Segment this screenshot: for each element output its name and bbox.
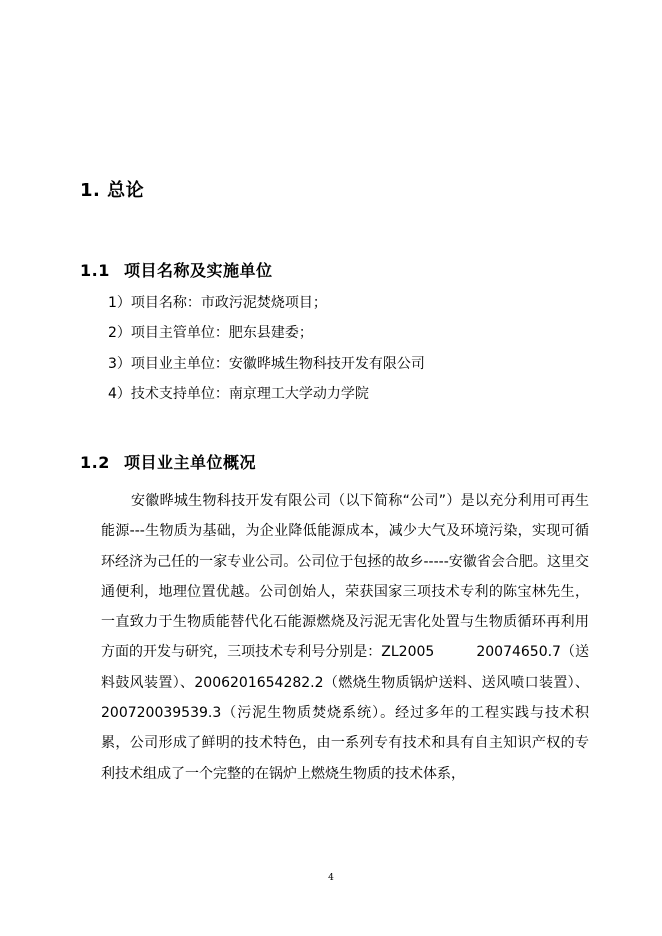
chapter-heading: 1. 总论 [80,180,145,201]
list-item: 3）项目业主单位：安徽晔城生物科技开发有限公司 [108,356,425,372]
section-heading-1-2 [80,450,256,473]
section-number: 1.2 [80,453,110,472]
page-number: 4 [328,873,334,883]
section-number: 1.1 [80,261,110,280]
body-paragraph: 安徽晔城生物科技开发有限公司（以下简称“公司”）是以充分利用可再生能源---生物质为基础，为企业降低能源成本，减少大气及环境污染，实现可循环经济为己任的一家专业公司。公司位于包拯的故乡-----安徽省会合肥。这里交通便利，地理位置优越。公司创始人，荣获国家三项技术专利的陈宝林先生，一直致力于生物质能替代化石能源燃烧及污泥无害化处置与生物质循环再利用方面的开发与研究，三项技术专利号分别是：ZL2005 20074650.7（送料鼓风装置）、2006201654282.2（燃烧生物质锅炉送料、送风喷口装置）、200720039539.3（污泥生物质焚烧系统）。经过多年的工程实践与技术积累，公司形成了鲜明的技术特色，由一系列专有技术和具有自主知识产权的专利技术组成了一个完整的在锅炉上燃烧生物质的技术体系， [101,493,589,782]
section-title: 项目业主单位概况 [124,453,257,472]
list-item: 1）项目名称：市政污泥焚烧项目； [108,295,327,311]
list-item: 2）项目主管单位：肥东县建委； [108,325,313,341]
list-item: 4）技术支持单位：南京理工大学动力学院 [108,386,369,402]
section-title: 项目名称及实施单位 [124,261,273,280]
section-heading-1-1 [80,258,273,281]
